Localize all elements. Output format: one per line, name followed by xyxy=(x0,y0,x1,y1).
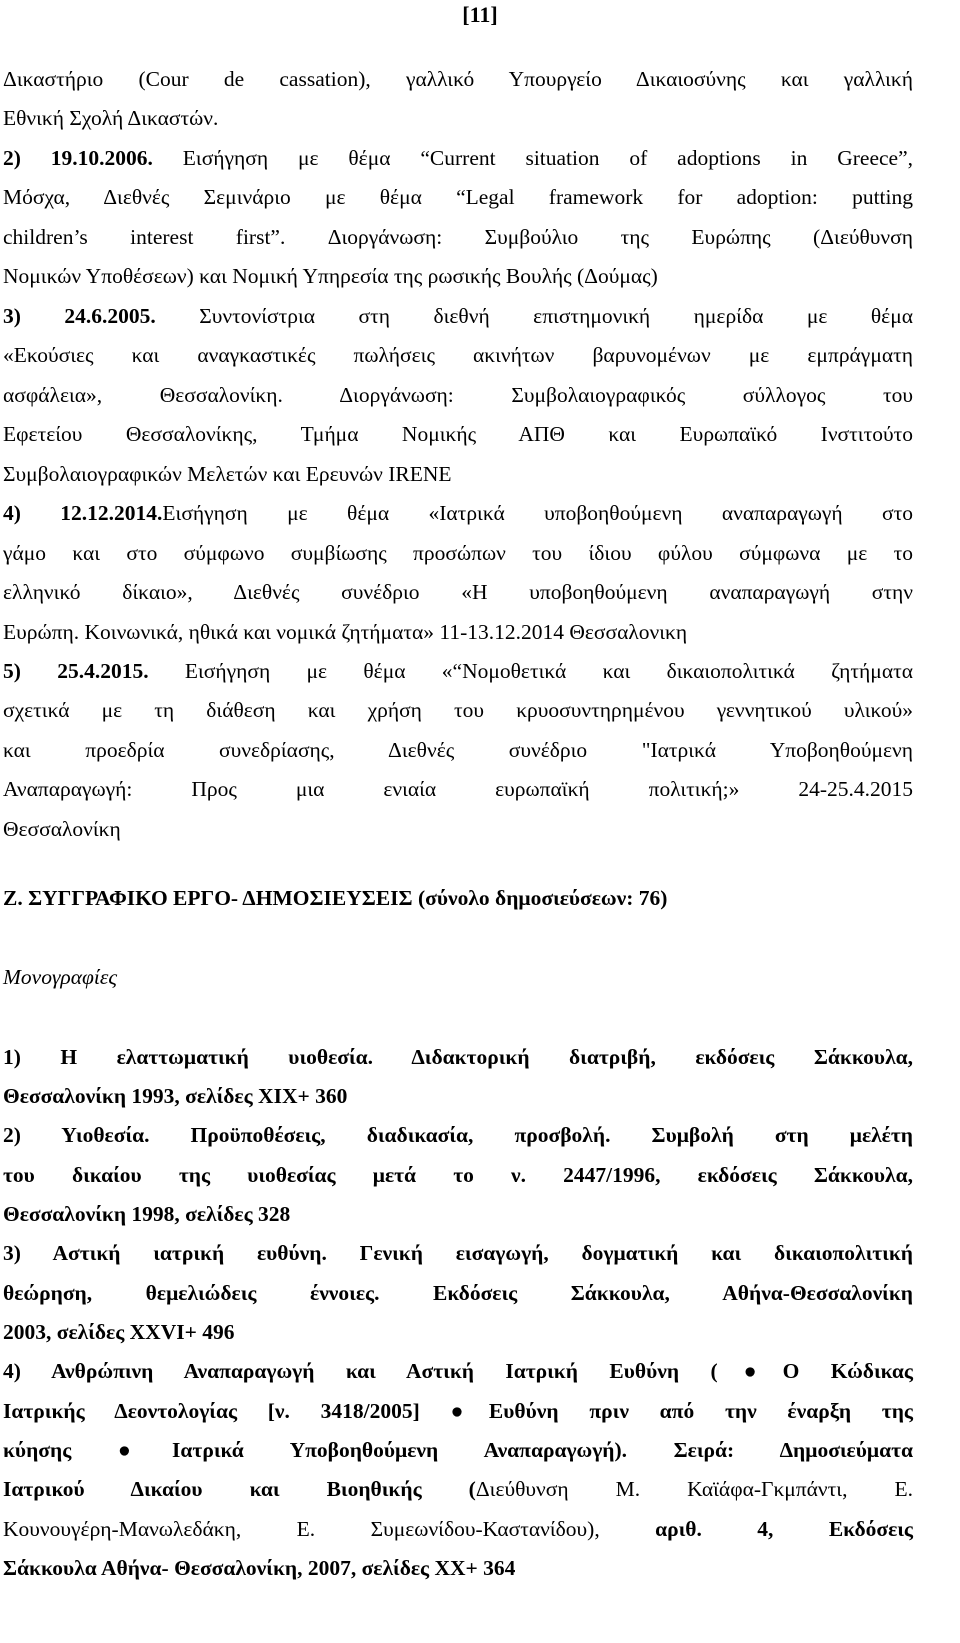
text-line: «Εκούσιες και αναγκαστικές πωλήσεις ακινήτων βαρυνομένων με εμπράγματη xyxy=(3,343,913,367)
monograph-entry: κύησης ●Ιατρικά Υποβοηθούμενη Αναπαραγωγή). Σειρά: Δημοσιεύματα xyxy=(3,1438,913,1462)
monograph-entry: 1) Η ελαττωματική υιοθεσία. Διδακτορική διατριβή, εκδόσεις Σάκκουλα, xyxy=(3,1045,913,1069)
text-line: Θεσσαλονίκη xyxy=(3,817,121,841)
text-line: 3) 24.6.2005. Συντονίστρια στη διεθνή επιστημονική ημερίδα με θέμα xyxy=(3,304,914,328)
text-line: Εφετείου Θεσσαλονίκης, Τμήμα Νομικής ΑΠΘ και Ευρωπαϊκό Ινστιτούτο xyxy=(3,422,913,446)
text-line: και προεδρία συνεδρίασης, Διεθνές συνέδριο "Ιατρικά Υποβοηθούμενη xyxy=(3,738,913,762)
text-line: Νομικών Υποθέσεων) και Νομική Υπηρεσία της ρωσικής Βουλής (Δούμας) xyxy=(3,264,658,288)
monograph-entry: Ιατρικού Δικαίου και Βιοηθικής (Διεύθυνση Μ. Καϊάφα-Γκμπάντι, Ε. xyxy=(3,1477,913,1501)
item-date: 4) 12.12.2014. xyxy=(3,501,163,525)
item-date: 3) 24.6.2005. xyxy=(3,304,156,328)
text-line: σχετικά με τη διάθεση και χρήση του κρυοσυντηρημένου γεννητικού υλικού» xyxy=(3,698,913,722)
text-line: Ευρώπη. Κοινωνικά, ηθικά και νομικά ζητήματα» 11-13.12.2014 Θεσσαλονικη xyxy=(3,620,688,644)
text-line: γάμο και στο σύμφωνο συμβίωσης προσώπων του ίδιου φύλου σύμφωνα με το xyxy=(3,541,913,565)
text-line: Αναπαραγωγή: Προς μια ενιαία ευρωπαϊκή πολιτική;» 24-25.4.2015 xyxy=(3,777,913,801)
text-line: 4) 12.12.2014.Εισήγηση με θέμα «Ιατρικά υποβοηθούμενη αναπαραγωγή στο xyxy=(3,501,913,525)
text-line: Συμβολαιογραφικών Μελετών και Ερευνών IRENE xyxy=(3,462,452,486)
monograph-entry: Σάκκουλα Αθήνα- Θεσσαλονίκη, 2007, σελίδες XX+ 364 xyxy=(3,1556,516,1580)
text-line: ελληνικό δίκαιο», Διεθνές συνέδριο «Η υποβοηθούμενη αναπαραγωγή στην xyxy=(3,580,913,604)
item-date: 2) 19.10.2006. xyxy=(3,146,153,170)
monograph-entry: Θεσσαλονίκη 1993, σελίδες XIX+ 360 xyxy=(3,1084,348,1108)
text-line: 5) 25.4.2015. Εισήγηση με θέμα «“Νομοθετικά και δικαιοπολιτικά ζητήματα xyxy=(3,659,913,683)
monograph-entry: 2003, σελίδες XXVI+ 496 xyxy=(3,1320,235,1344)
monograph-entry: 4) Ανθρώπινη Αναπαραγωγή και Αστική Ιατρική Ευθύνη (●Ο Κώδικας xyxy=(3,1359,913,1383)
section-heading: Ζ. ΣΥΓΓΡΑΦΙΚΟ ΕΡΓΟ- ΔΗΜΟΣΙΕΥΣΕΙΣ (σύνολο δημοσιεύσεων: 76) xyxy=(3,886,668,910)
text-line: ασφάλεια», Θεσσαλονίκη. Διοργάνωση: Συμβολαιογραφικός σύλλογος του xyxy=(3,383,913,407)
monograph-entry: Ιατρικής Δεοντολογίας [ν. 3418/2005] ●Ευθύνη πριν από την έναρξη της xyxy=(3,1399,913,1423)
item-date: 5) 25.4.2015. xyxy=(3,659,149,683)
page-number: [11] xyxy=(462,2,498,27)
text-line: children’s interest first”. Διοργάνωση: Συμβούλιο της Ευρώπης (Διεύθυνση xyxy=(3,225,913,249)
text-line: Εθνική Σχολή Δικαστών. xyxy=(3,106,219,130)
monograph-entry: Κουνουγέρη-Μανωλεδάκη, Ε. Συμεωνίδου-Καστανίδου), αριθ. 4, Εκδόσεις xyxy=(3,1517,914,1541)
monograph-entry: θεώρηση, θεμελιώδεις έννοιες. Εκδόσεις Σάκκουλα, Αθήνα-Θεσσαλονίκη xyxy=(3,1281,913,1305)
monograph-entry: του δικαίου της υιοθεσίας μετά το ν. 2447/1996, εκδόσεις Σάκκουλα, xyxy=(3,1163,913,1187)
monograph-entry: 2) Υιοθεσία. Προϋποθέσεις, διαδικασία, προσβολή. Συμβολή στη μελέτη xyxy=(3,1123,913,1147)
text-line: Μόσχα, Διεθνές Σεμινάριο με θέμα “Legal framework for adoption: putting xyxy=(3,185,913,209)
text-line: Δικαστήριο (Cour de cassation), γαλλικό Υπουργείο Δικαιοσύνης και γαλλική xyxy=(3,67,913,91)
monograph-entry: 3) Αστική ιατρική ευθύνη. Γενική εισαγωγή, δογματική και δικαιοπολιτική xyxy=(3,1241,913,1265)
text-line: 2) 19.10.2006. Εισήγηση με θέμα “Current situation of adoptions in Greece”, xyxy=(3,146,913,170)
subheading-monographs: Μονογραφίες xyxy=(3,965,118,989)
monograph-entry: Θεσσαλονίκη 1998, σελίδες 328 xyxy=(3,1202,291,1226)
